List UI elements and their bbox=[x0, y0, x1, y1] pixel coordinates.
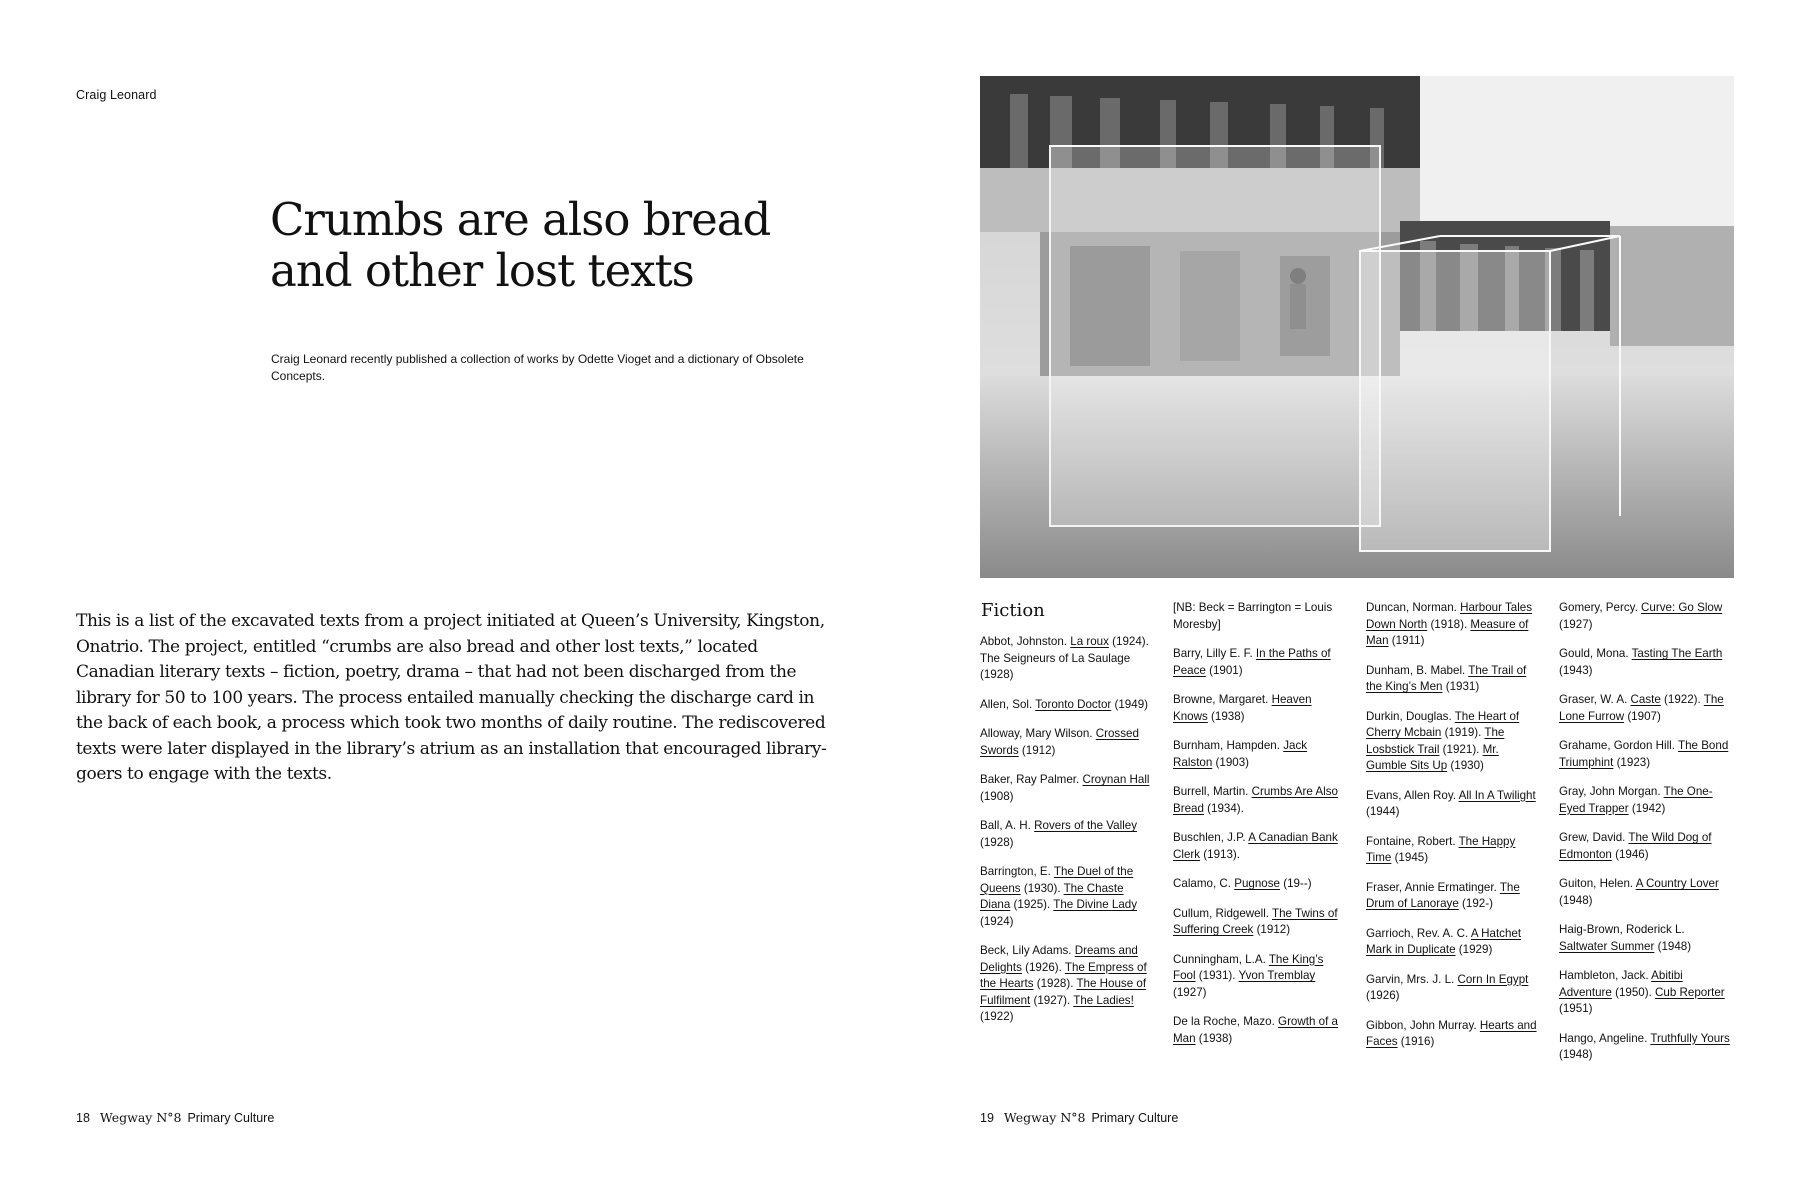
book-title[interactable]: The Divine Lady bbox=[1053, 898, 1138, 911]
entry-text: Allen, Sol. bbox=[980, 697, 1036, 711]
entry-text: [NB: Beck = Barrington = Louis Moresby] bbox=[1173, 601, 1333, 631]
book-title[interactable]: Hearts and Faces bbox=[1366, 1018, 1537, 1048]
book-title[interactable]: The Duel of the Queens bbox=[980, 865, 1134, 895]
entry-text: Beck, Lily Adams. bbox=[980, 944, 1075, 957]
entry-text: Haig-Brown, Roderick L. bbox=[1559, 923, 1685, 936]
entry-text: (1945) bbox=[1391, 851, 1429, 864]
bibliography-entry bbox=[1559, 968, 1735, 1018]
magazine-name: Wegway N°8 bbox=[99, 1110, 182, 1125]
book-title[interactable]: The Happy Time bbox=[1366, 834, 1516, 864]
bibliography-entry bbox=[1366, 972, 1542, 1005]
book-title[interactable]: The Wild Dog of Edmonton bbox=[1559, 831, 1712, 861]
entry-text: (1929) bbox=[1455, 943, 1493, 956]
entry-text: Dunham, B. Mabel. bbox=[1366, 663, 1469, 677]
entry-text: (1924) bbox=[980, 914, 1014, 928]
book-title[interactable]: The Drum of Lanoraye bbox=[1366, 880, 1520, 910]
page-number: 18 bbox=[76, 1111, 90, 1125]
book-title[interactable]: Heaven Knows bbox=[1173, 693, 1312, 723]
page-number: 19 bbox=[980, 1111, 994, 1125]
entry-text: (1948) bbox=[1559, 1048, 1593, 1061]
book-title[interactable]: The House of Fulfilment bbox=[980, 977, 1147, 1007]
fiction-column-4 bbox=[1559, 600, 1735, 1077]
entry-text: Fontaine, Robert. bbox=[1366, 834, 1459, 848]
library-installation-photo bbox=[980, 76, 1734, 578]
bibliography-entry bbox=[1559, 830, 1735, 863]
book-title[interactable]: The Heart of Cherry Mcbain bbox=[1366, 709, 1520, 739]
book-title[interactable]: Pugnose bbox=[1234, 877, 1280, 890]
book-title[interactable]: Crossed Swords bbox=[980, 727, 1139, 757]
entry-text: (1924). The Seigneurs of La Saulage (1928) bbox=[980, 635, 1149, 681]
bibliography-entry bbox=[1173, 738, 1349, 771]
bibliography-entry bbox=[1173, 646, 1349, 679]
fiction-column-3 bbox=[1366, 600, 1542, 1064]
entry-text: (1928) bbox=[980, 835, 1014, 849]
entry-text: Browne, Margaret. bbox=[1173, 693, 1272, 706]
book-title[interactable]: The Trail of the King’s Men bbox=[1366, 663, 1527, 693]
entry-text: (1926). bbox=[1021, 960, 1065, 974]
entry-text: Cunningham, L.A. bbox=[1173, 952, 1269, 966]
bibliography-entry bbox=[1173, 692, 1349, 725]
entry-text: (1927) bbox=[1173, 985, 1207, 999]
entry-text: Grew, David. bbox=[1559, 831, 1629, 844]
book-title[interactable]: The Losbstick Trail bbox=[1366, 726, 1505, 756]
bibliography-entry bbox=[1559, 1031, 1735, 1064]
entry-text: Graser, W. A. bbox=[1559, 693, 1631, 706]
book-title[interactable]: Mr. Gumble Sits Up bbox=[1366, 742, 1499, 772]
entry-text: Grahame, Gordon Hill. bbox=[1559, 739, 1678, 752]
fiction-column-2 bbox=[1173, 600, 1349, 1060]
entry-text: Barry, Lilly E. F. bbox=[1173, 647, 1256, 660]
entry-text: (1931). bbox=[1195, 969, 1239, 982]
bibliography-entry bbox=[1559, 646, 1735, 679]
entry-text: Calamo, C. bbox=[1173, 877, 1235, 890]
book-title[interactable]: Abitibi Adventure bbox=[1559, 969, 1683, 999]
entry-text: (1901) bbox=[1205, 663, 1243, 677]
entry-text: (1942) bbox=[1628, 801, 1666, 815]
bibliography-entry bbox=[1366, 926, 1542, 959]
entry-text: (1951) bbox=[1559, 1002, 1593, 1015]
bibliography-entry bbox=[1559, 876, 1735, 909]
title-line-1: Crumbs are also bread bbox=[270, 193, 771, 246]
bibliography-entry bbox=[1173, 1014, 1349, 1047]
bibliography-entry bbox=[980, 634, 1156, 684]
entry-text: Guiton, Helen. bbox=[1559, 877, 1636, 890]
bibliography-entry bbox=[1559, 600, 1735, 633]
bibliography-entry bbox=[980, 864, 1156, 930]
page-footer-left bbox=[76, 1110, 274, 1125]
entry-text: Gould, Mona. bbox=[1559, 647, 1632, 660]
entry-text: (1912) bbox=[1253, 923, 1291, 936]
entry-text: (1938) bbox=[1207, 709, 1245, 723]
entry-text: (1913). bbox=[1200, 847, 1241, 861]
book-title[interactable]: Yvon Tremblay bbox=[1238, 969, 1316, 982]
entry-text: (1925). bbox=[1010, 898, 1054, 911]
entry-text: Alloway, Mary Wilson. bbox=[980, 727, 1096, 740]
entry-text: Gomery, Percy. bbox=[1559, 601, 1642, 614]
bibliography-entry bbox=[980, 943, 1156, 1026]
book-title[interactable]: Corn In Egypt bbox=[1457, 972, 1529, 986]
book-title[interactable]: Tasting The Earth bbox=[1631, 647, 1723, 660]
entry-text: (1930) bbox=[1447, 759, 1484, 772]
entry-text: (19--) bbox=[1280, 877, 1312, 890]
entry-text: Duncan, Norman. bbox=[1366, 601, 1461, 614]
book-title[interactable]: The King’s Fool bbox=[1173, 952, 1324, 982]
entry-text: (1922) bbox=[980, 1010, 1014, 1023]
entry-text: (1907) bbox=[1624, 709, 1661, 723]
entry-text: (1916) bbox=[1397, 1035, 1435, 1048]
book-title[interactable]: Jack Ralston bbox=[1173, 739, 1308, 769]
entry-text: (1912) bbox=[1018, 743, 1056, 757]
book-title[interactable]: La roux bbox=[1070, 635, 1109, 648]
book-title[interactable]: Toronto Doctor bbox=[1035, 697, 1112, 711]
entry-text: Baker, Ray Palmer. bbox=[980, 773, 1083, 786]
magazine-name: Wegway N°8 bbox=[1003, 1110, 1086, 1125]
entry-text: Abbot, Johnston. bbox=[980, 635, 1071, 648]
entry-text: (1944) bbox=[1366, 805, 1400, 818]
bibliography-entry bbox=[1173, 784, 1349, 817]
entry-text: Buschlen, J.P. bbox=[1173, 831, 1249, 844]
bibliography-entry bbox=[980, 772, 1156, 805]
bibliography-entry bbox=[1173, 830, 1349, 863]
book-title[interactable]: All In A Twilight bbox=[1458, 788, 1536, 802]
page-footer-right bbox=[980, 1110, 1178, 1125]
entry-text: De la Roche, Mazo. bbox=[1173, 1015, 1279, 1028]
entry-text: (1946) bbox=[1611, 847, 1649, 861]
article-title bbox=[270, 194, 830, 296]
bibliography-entry bbox=[1366, 600, 1542, 650]
bibliography-entry bbox=[1366, 1018, 1542, 1051]
bibliography-entry bbox=[980, 697, 1156, 714]
bibliography-entry bbox=[1173, 600, 1349, 633]
section-heading-fiction: Fiction bbox=[981, 600, 1045, 621]
entry-text: (1927). bbox=[1030, 993, 1074, 1007]
entry-text: (1919). bbox=[1441, 726, 1485, 739]
entry-text: Fraser, Annie Ermatinger. bbox=[1366, 880, 1500, 894]
entry-text: (1948) bbox=[1654, 939, 1692, 953]
book-title[interactable]: Caste bbox=[1630, 693, 1661, 706]
entry-text: Burnham, Hampden. bbox=[1173, 739, 1284, 752]
entry-text: (1938) bbox=[1195, 1031, 1233, 1045]
entry-text: (1930). bbox=[1020, 881, 1064, 895]
author-bio: Craig Leonard recently published a collection of works by Odette Vioget and a dictionary of Obsolete Concepts. bbox=[271, 352, 804, 383]
entry-text: (1949) bbox=[1111, 697, 1148, 711]
entry-text: Cullum, Ridgewell. bbox=[1173, 906, 1273, 920]
section-name: Primary Culture bbox=[1091, 1111, 1179, 1125]
entry-text: Garvin, Mrs. J. L. bbox=[1366, 972, 1458, 986]
bibliography-entry bbox=[1173, 952, 1349, 1002]
book-title[interactable]: Harbour Tales Down North bbox=[1366, 601, 1533, 631]
entry-text: Hambleton, Jack. bbox=[1559, 969, 1652, 982]
entry-text: (1943) bbox=[1559, 663, 1593, 677]
bibliography-entry bbox=[1366, 663, 1542, 696]
book-title[interactable]: The Bond Triumphint bbox=[1559, 739, 1729, 769]
entry-text: (1921). bbox=[1439, 742, 1483, 756]
bibliography-entry bbox=[1559, 692, 1735, 725]
entry-text: Ball, A. H. bbox=[980, 819, 1035, 832]
bibliography-entry bbox=[1366, 834, 1542, 867]
book-title[interactable]: The Lone Furrow bbox=[1559, 693, 1724, 723]
entry-text: (1908) bbox=[980, 789, 1014, 803]
bibliography-entry bbox=[1559, 922, 1735, 955]
intro-paragraph: This is a list of the excavated texts from a project initiated at Queen’s University, Kingston, Onatrio. The project, entitled “crumbs are also bread and other lost texts,” located Canadian literary texts – fiction, poetry, drama – that had not been discharged from the library for 50 to 100 years. The process entailed manually checking the discharge card in the back of each book, a process which took two months of daily routine. The rediscovered texts were later displayed in the library’s atrium as an installation that encouraged library-goers to engage with the texts. bbox=[76, 611, 827, 784]
title-line-2: and other lost texts bbox=[270, 244, 694, 297]
entry-text: Gray, John Morgan. bbox=[1559, 785, 1664, 798]
right-page bbox=[900, 0, 1800, 1200]
fiction-column-1 bbox=[980, 634, 1156, 1039]
entry-text: (1923) bbox=[1613, 755, 1651, 769]
book-title[interactable]: A Hatchet Mark in Duplicate bbox=[1366, 926, 1522, 956]
book-title[interactable]: Curve: Go Slow bbox=[1641, 601, 1723, 614]
bibliography-entry bbox=[980, 818, 1156, 851]
entry-text: (1931) bbox=[1442, 680, 1480, 693]
entry-text: Burrell, Martin. bbox=[1173, 785, 1252, 798]
book-title[interactable]: Rovers of the Valley bbox=[1034, 819, 1138, 832]
entry-text: (1950). bbox=[1611, 985, 1656, 999]
book-title[interactable]: The One-Eyed Trapper bbox=[1559, 785, 1713, 815]
entry-text: Garrioch, Rev. A. C. bbox=[1366, 926, 1471, 940]
author-name: Craig Leonard bbox=[76, 88, 157, 102]
bibliography-entry bbox=[1173, 876, 1349, 893]
bibliography-entry bbox=[1366, 788, 1542, 821]
entry-text: (1911) bbox=[1388, 634, 1425, 647]
bibliography-entry bbox=[1366, 880, 1542, 913]
book-title[interactable]: Saltwater Summer bbox=[1559, 939, 1655, 953]
entry-text: (1927) bbox=[1559, 617, 1593, 631]
book-title[interactable]: Croynan Hall bbox=[1082, 773, 1150, 786]
book-title[interactable]: Crumbs Are Also Bread bbox=[1173, 785, 1338, 815]
entry-text: Evans, Allen Roy. bbox=[1366, 788, 1459, 802]
entry-text: Gibbon, John Murray. bbox=[1366, 1018, 1480, 1032]
entry-text: (1922). bbox=[1660, 693, 1704, 706]
book-title[interactable]: Truthfully Yours bbox=[1650, 1031, 1730, 1045]
bibliography-entry bbox=[1559, 738, 1735, 771]
book-title[interactable]: Cub Reporter bbox=[1655, 985, 1725, 999]
book-title[interactable]: The Empress of the Hearts bbox=[980, 960, 1147, 990]
book-title[interactable]: Dreams and Delights bbox=[980, 944, 1138, 974]
bibliography-entry bbox=[1366, 709, 1542, 775]
entry-text: (1928). bbox=[1033, 977, 1077, 990]
bibliography-entry bbox=[1173, 906, 1349, 939]
entry-text: (1918). bbox=[1427, 617, 1471, 631]
entry-text: (1926) bbox=[1366, 989, 1400, 1002]
book-title[interactable]: The Chaste Diana bbox=[980, 881, 1124, 911]
entry-text: (1934). bbox=[1203, 801, 1244, 815]
book-title[interactable]: In the Paths of Peace bbox=[1173, 647, 1331, 677]
book-title[interactable]: A Country Lover bbox=[1635, 877, 1719, 890]
book-title[interactable]: Growth of a Man bbox=[1173, 1015, 1338, 1045]
book-title[interactable]: A Canadian Bank Clerk bbox=[1173, 831, 1338, 861]
entry-text: Durkin, Douglas. bbox=[1366, 709, 1455, 723]
bibliography-entry bbox=[980, 726, 1156, 759]
book-title[interactable]: The Ladies! bbox=[1073, 993, 1134, 1007]
entry-text: Barrington, E. bbox=[980, 865, 1054, 878]
entry-text: Hango, Angeline. bbox=[1559, 1031, 1651, 1045]
book-title[interactable]: The Twins of Suffering Creek bbox=[1173, 906, 1338, 936]
entry-text: (1903) bbox=[1212, 755, 1250, 769]
bibliography-entry bbox=[1559, 784, 1735, 817]
section-name: Primary Culture bbox=[187, 1111, 275, 1125]
book-title[interactable]: Measure of Man bbox=[1366, 617, 1529, 647]
entry-text: (1948) bbox=[1559, 893, 1593, 907]
entry-text: (192-) bbox=[1458, 897, 1493, 910]
